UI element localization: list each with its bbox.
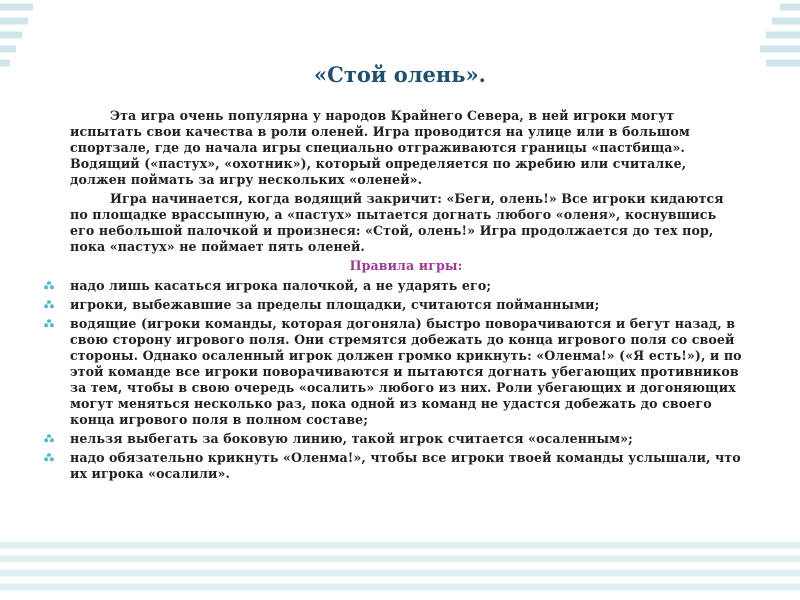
flower-bullet-icon	[44, 281, 54, 291]
rule-text: нельзя выбегать за боковую линию, такой игрок считается «осаленным»;	[70, 431, 633, 446]
flower-bullet-icon	[44, 453, 54, 463]
list-item	[70, 316, 742, 428]
list-item	[70, 431, 742, 447]
slide-body	[70, 108, 742, 485]
slide-title: «Стой олень».	[314, 62, 486, 87]
list-item	[70, 297, 742, 313]
rule-text: надо лишь касаться игрока палочкой, а не ударять его;	[70, 278, 492, 293]
list-item	[70, 450, 742, 482]
list-item	[70, 278, 742, 294]
rules-list	[70, 278, 742, 482]
flower-bullet-icon	[44, 434, 54, 444]
rule-text: надо обязательно крикнуть «Оленма!», чтобы все игроки твоей команды услышали, что их игрока «осалили».	[70, 450, 741, 481]
flower-bullet-icon	[44, 319, 54, 329]
rule-text: водящие (игроки команды, которая догоняла) быстро поворачиваются и бегут назад, в свою сторону игрового поля. Они стремятся добежать до конца игрового поля со своей стороны. Однако осаленный игрок должен громко крикнуть: «Оленма!» («Я есть!»), и по этой команде все игроки поворачиваются и пытаются догнать убегающих противников за тем, чтобы в свою очередь «осалить» любого из них. Роли убегающих и догоняющих могут меняться несколько раз, пока одной из команд не удастся добежать до своего конца игрового поля в полном составе;	[70, 316, 742, 427]
gameplay-paragraph: Игра начинается, когда водящий закричит: «Беги, олень!» Все игроки кидаются по площадке врассыпную, а «пастух» пытается догнать любого «оленя», коснувшись его небольшой палочкой и произнеся: «Стой, олень!» Игра продолжается до тех пор, пока «пастух» не поймает пять оленей.	[70, 191, 724, 254]
flower-bullet-icon	[44, 300, 54, 310]
intro-paragraph: Эта игра очень популярна у народов Крайнего Севера, в ней игроки могут испытать свои качества в роли оленей. Игра проводится на улице или в большом спортзале, где до начала игры специально отграживаются границы «пастбища». Водящий («пастух», «охотник»), который определяется по жребию или считалке, должен поймать за игру нескольких «оленей».	[70, 108, 690, 187]
rule-text: игроки, выбежавшие за пределы площадки, считаются пойманными;	[70, 297, 600, 312]
rules-heading: Правила игры:	[349, 258, 463, 273]
